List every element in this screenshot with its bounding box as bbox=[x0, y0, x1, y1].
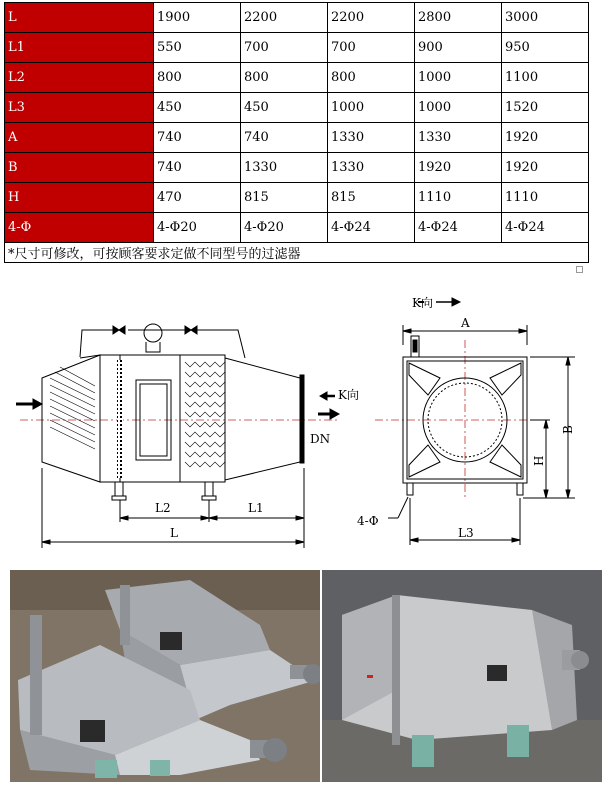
table-cell: 1330 bbox=[241, 153, 328, 183]
a-label: A bbox=[461, 316, 470, 330]
k-direction-front-label: K向 bbox=[412, 296, 433, 310]
product-photo-box bbox=[322, 570, 602, 782]
table-cell: 700 bbox=[241, 33, 328, 63]
row-label: L2 bbox=[5, 63, 154, 93]
table-cell: 815 bbox=[328, 183, 415, 213]
table-cell: 1520 bbox=[502, 93, 589, 123]
row-label: 4-Φ bbox=[5, 213, 154, 243]
table-cell: 1920 bbox=[415, 153, 502, 183]
front-view bbox=[375, 298, 575, 545]
table-cell: 2200 bbox=[328, 3, 415, 33]
table-cell: 2800 bbox=[415, 3, 502, 33]
row-label: L3 bbox=[5, 93, 154, 123]
row-label: B bbox=[5, 153, 154, 183]
table-cell: 1920 bbox=[502, 153, 589, 183]
table-cell: 550 bbox=[154, 33, 241, 63]
table-cell: 1900 bbox=[154, 3, 241, 33]
table-cell: 800 bbox=[328, 63, 415, 93]
table-cell: 4-Φ20 bbox=[241, 213, 328, 243]
table-cell: 700 bbox=[328, 33, 415, 63]
row-label: L1 bbox=[5, 33, 154, 63]
table-cell: 815 bbox=[241, 183, 328, 213]
table-note: *尺寸可修改，可按顾客要求定做不同型号的过滤器 bbox=[5, 243, 589, 263]
table-cell: 4-Φ24 bbox=[328, 213, 415, 243]
table-cell: 4-Φ20 bbox=[154, 213, 241, 243]
table-cell: 1920 bbox=[502, 123, 589, 153]
l3-label: L3 bbox=[458, 526, 474, 540]
table-cell: 1330 bbox=[328, 123, 415, 153]
table-cell: 1000 bbox=[415, 93, 502, 123]
product-photo-filters bbox=[10, 570, 320, 782]
table-cell: 2200 bbox=[241, 3, 328, 33]
table-cell: 1110 bbox=[502, 183, 589, 213]
dn-label: DN bbox=[310, 432, 331, 446]
table-cell: 4-Φ24 bbox=[502, 213, 589, 243]
side-view bbox=[16, 324, 340, 548]
table-cell: 740 bbox=[154, 123, 241, 153]
table-cell: 950 bbox=[502, 33, 589, 63]
row-label: H bbox=[5, 183, 154, 213]
table-cell: 1110 bbox=[415, 183, 502, 213]
table-cell: 3000 bbox=[502, 3, 589, 33]
h-label: H bbox=[532, 455, 546, 466]
table-cell: 740 bbox=[241, 123, 328, 153]
row-label: L bbox=[5, 3, 154, 33]
table-cell: 450 bbox=[241, 93, 328, 123]
table-cell: 470 bbox=[154, 183, 241, 213]
table-cell: 1000 bbox=[328, 93, 415, 123]
phi-label: 4-Φ bbox=[357, 514, 379, 528]
table-cell: 4-Φ24 bbox=[415, 213, 502, 243]
b-label: B bbox=[561, 425, 575, 434]
table-cell: 1330 bbox=[415, 123, 502, 153]
l2-label: L2 bbox=[155, 501, 171, 515]
table-cell: 1330 bbox=[328, 153, 415, 183]
table-cell: 1000 bbox=[415, 63, 502, 93]
table-cell: 900 bbox=[415, 33, 502, 63]
row-label: A bbox=[5, 123, 154, 153]
table-cell: 800 bbox=[154, 63, 241, 93]
table-cell: 1100 bbox=[502, 63, 589, 93]
table-cell: 450 bbox=[154, 93, 241, 123]
table-cell: 800 bbox=[241, 63, 328, 93]
k-direction-side-label: K向 bbox=[338, 388, 359, 402]
l-label: L bbox=[170, 526, 178, 540]
table-cell: 740 bbox=[154, 153, 241, 183]
l1-label: L1 bbox=[248, 501, 264, 515]
